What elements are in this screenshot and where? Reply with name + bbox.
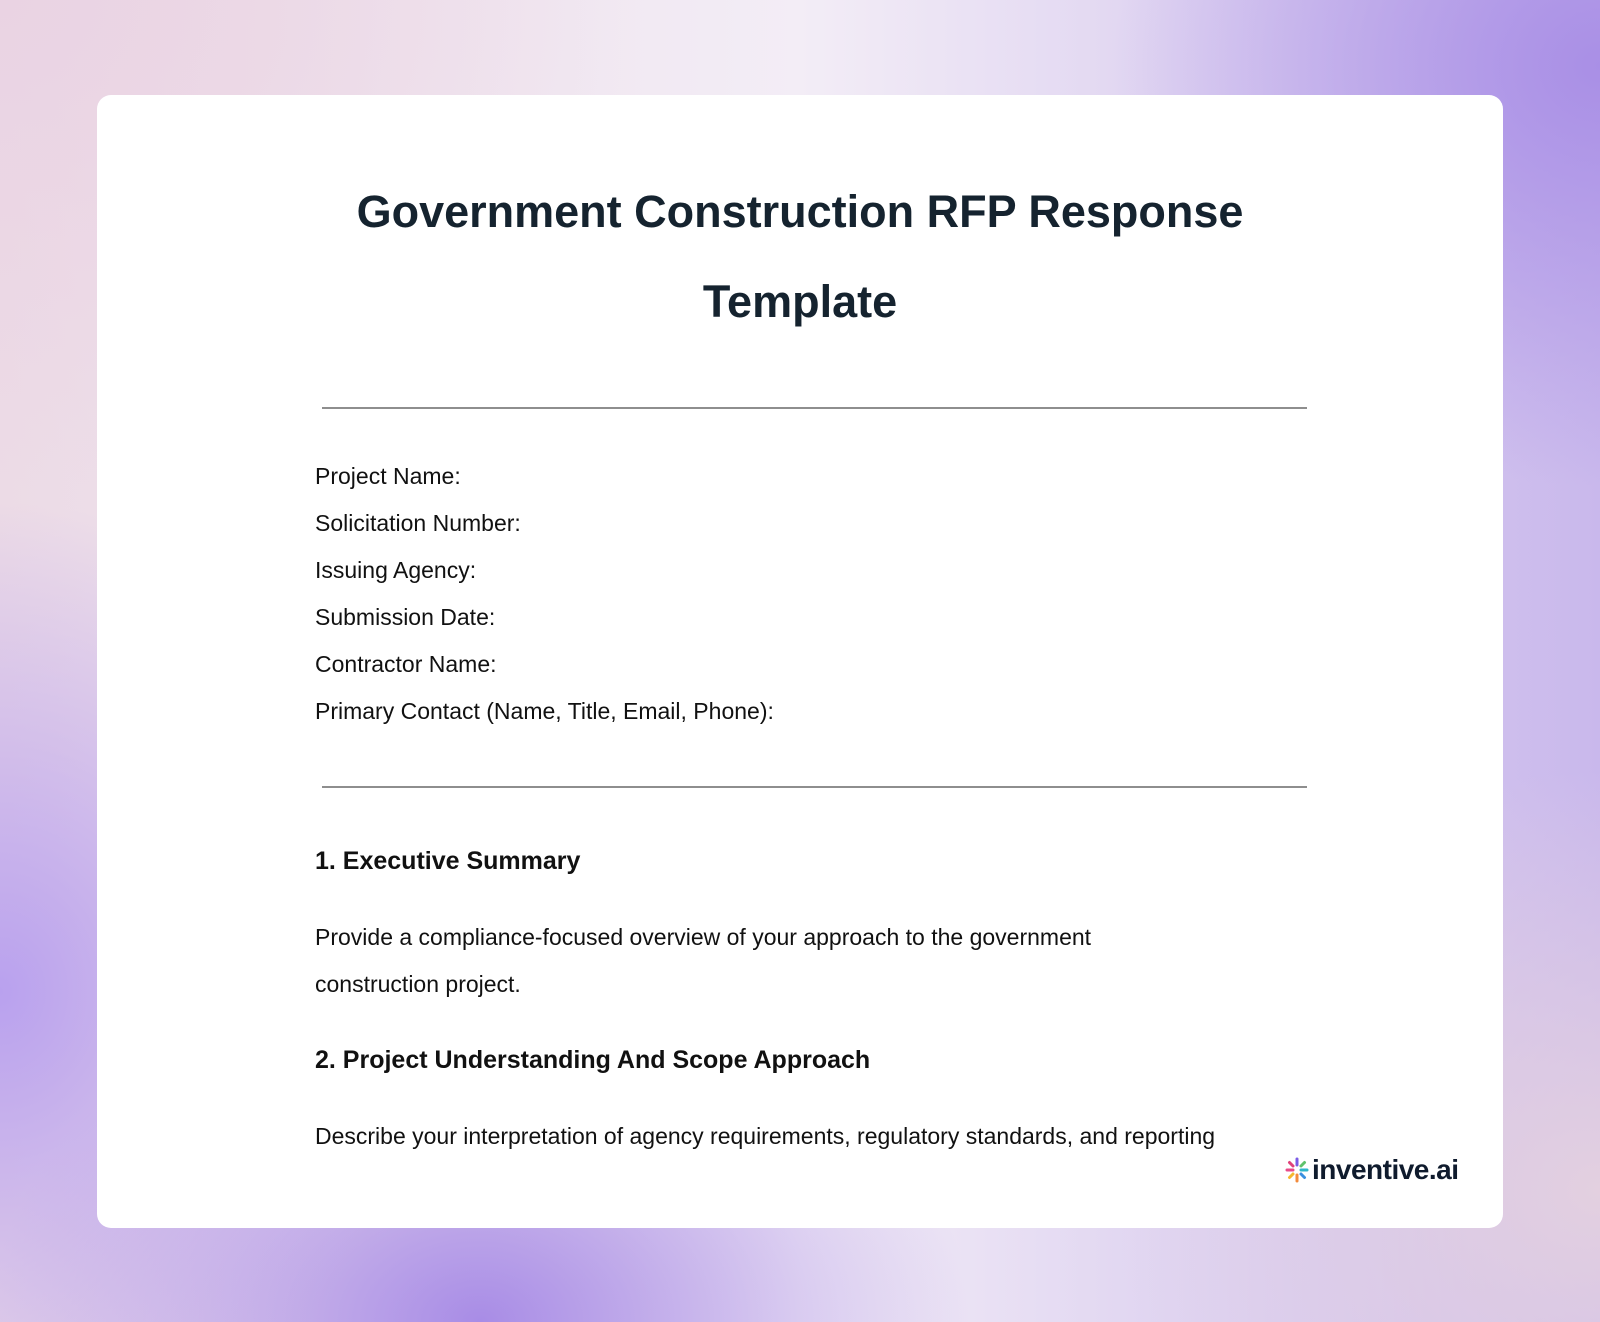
section-heading-project-understanding: 2. Project Understanding And Scope Approach bbox=[315, 1046, 871, 1074]
logo-wordmark: inventive.ai bbox=[1312, 1154, 1459, 1185]
field-issuing-agency: Issuing Agency: bbox=[315, 557, 477, 583]
section-body-project-understanding: Describe your interpretation of agency requirements, regulatory standards, and reporting bbox=[315, 1123, 1216, 1149]
section-heading-executive-summary: 1. Executive Summary bbox=[315, 847, 581, 875]
document-title-line-2: Template bbox=[702, 276, 898, 327]
field-submission-date: Submission Date: bbox=[315, 604, 496, 630]
asterisk-burst-icon bbox=[1285, 1157, 1309, 1183]
field-solicitation-number: Solicitation Number: bbox=[315, 510, 521, 536]
document-title bbox=[97, 167, 1503, 347]
document-title-line-1: Government Construction RFP Response bbox=[356, 186, 1244, 237]
field-project-name: Project Name: bbox=[315, 463, 461, 489]
divider-bottom bbox=[322, 786, 1307, 788]
document-card bbox=[97, 95, 1503, 1228]
divider-top bbox=[322, 407, 1307, 409]
field-contractor-name: Contractor Name: bbox=[315, 651, 497, 677]
inventive-logo bbox=[1285, 1153, 1459, 1187]
section-body-executive-summary: Provide a compliance-focused overview of your approach to the government construction project. bbox=[315, 924, 1092, 997]
field-primary-contact: Primary Contact (Name, Title, Email, Phone): bbox=[315, 698, 774, 724]
project-info-fields bbox=[315, 453, 774, 735]
